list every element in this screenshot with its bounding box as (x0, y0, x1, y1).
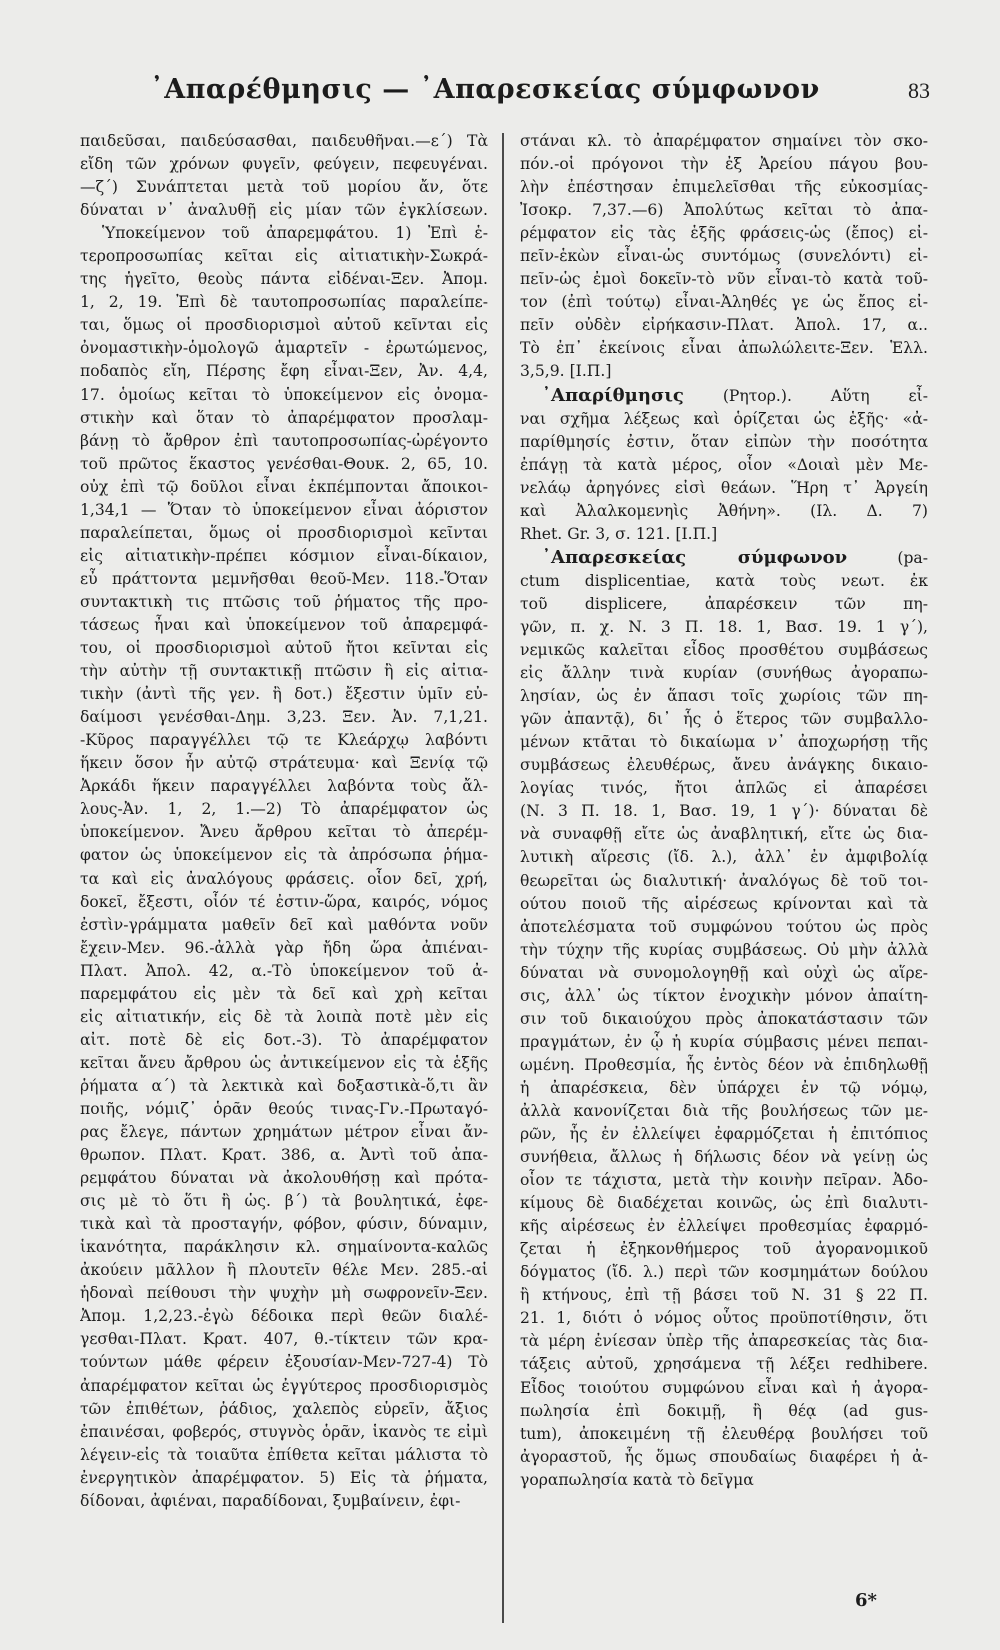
text-line: παραλείπεται, ὅμως οἱ προσδιορισμοὶ κεῖνται (80, 523, 488, 542)
text-line: της ἡγεῖτο, θεοὺς πάντα εἰδέναι-Ξεν. Ἀπομ. (80, 270, 488, 289)
text-line: ποδαπὸς εἴη, Πέρσης ἔφη εἶναι-Ξεν, Ἀν. 4,4, (80, 362, 488, 381)
text-line: γῶν, π. χ. Ν. 3 Π. 18. 1, Βασ. 19. 1 γ΄), (520, 617, 928, 636)
text-line: τοῦ πρῶτος ἕκαστος γενέσθαι-Θουκ. 2, 65, 10. (80, 454, 488, 473)
text-line: δίδοναι, ἀφιέναι, παραδίδοναι, ξυμβαίνειν, ἐφι- (80, 1491, 461, 1510)
running-head: ᾿Απαρέθμησις — ᾿Απαρεσκείας σύμφωνον (150, 74, 820, 105)
text-line: τὰ μέρη ἐνίεσαν ὑπὲρ τῆς ἀπαρεσκείας τὰς δια- (520, 1332, 928, 1351)
text-line: ούτου ποιοῦ τῆς αἱρέσεως κρίνονται καὶ τὰ (520, 894, 928, 913)
text-line: συντακτικὴ τις πτῶσις τοῦ ῥήματος τῆς προ- (80, 592, 488, 611)
text-line: εἰς αἰτιατικήν, εἰς δὲ τὰ λοιπὰ ποτὲ μὲν εἰς (80, 1007, 488, 1026)
text-line: γεσθαι-Πλατ. Κρατ. 407, θ.-τίκτειν τῶν κρα- (80, 1330, 488, 1349)
text-line: ἡ ἀπαρέσκεια, δὲν ὑπάρχει ἐν τῷ νόμῳ, (520, 1078, 928, 1097)
signature-mark: 6* (855, 1590, 877, 1611)
text-line: 1, 2, 19. Ἐπὶ δὲ ταυτοπροσωπίας παραλείπε- (80, 293, 488, 312)
text-line: τικὴν (ἀντὶ τῆς γεν. ἢ δοτ.) ἔξεστιν ὑμῖν εὐ- (80, 685, 488, 704)
text-line: ρῶν, ἧς ἐν ἐλλείψει ἐφαρμόζεται ἡ ἐπιτόπιος (520, 1125, 928, 1144)
text-line: νὰ συναφθῇ εἴτε ὡς ἀναβλητική, εἴτε ὡς δια- (520, 825, 928, 844)
entry-headword: ᾿Απαρεσκείας σύμφωνον (542, 546, 848, 568)
text-line: ἀλλὰ κανονίζεται διὰ τῆς βουλήσεως τῶν με- (520, 1101, 928, 1120)
text-line: ρεμφάτου δύναται νὰ ἀκολουθήσῃ καὶ πρότα- (80, 1169, 488, 1188)
text-line: ἥκειν ὅσον ἦν αὐτῷ στράτευμα· καὶ Ξενίᾳ τῷ (80, 754, 488, 773)
text-line: τον (ἐπὶ τούτῳ) εἶναι-Ἀληθές γε ὡς ἔπος εἰ- (520, 293, 928, 312)
text-line: ἐνεργητικὸν ἀπαρέμφατον. 5) Εἰς τὰ ῥήματα, (80, 1468, 488, 1487)
text-line: τούντων μάθε φέρειν ἐξουσίαν-Μεν-727-4) Τὸ (80, 1353, 488, 1372)
text-line: γοραπωλησία κατὰ τὸ δεῖγμα (520, 1470, 754, 1489)
text-line: ἡδοναὶ πείθουσι τὴν ψυχὴν μὴ σωφρονεῖν-Ξεν. (80, 1284, 488, 1303)
text-line: εὖ πράττοντα μεμνῆσθαι θεοῦ-Μεν. 118.-Ὅταν (80, 569, 488, 588)
text-line: ἀγοραστοῦ, ἧς ὅμως σπουδαίως διαφέρει ἡ ἀ- (520, 1447, 928, 1466)
text-line: συνήθεια, ἄλλως ἡ δήλωσις δέον νὰ γείνῃ ὡς (520, 1148, 928, 1167)
text-line: ctum displicentiae, κατὰ τοὺς νεωτ. ἐκ (520, 571, 928, 590)
text-line: λογίας τινός, ἤτοι ἁπλῶς εἰ ἀπαρέσει (520, 779, 928, 798)
text-line: αἰτ. ποτὲ δὲ εἰς δοτ.-3). Τὸ ἀπαρέμφατον (80, 1030, 488, 1049)
text-line: ται, ὅμως οἱ προσδιορισμοὶ αὐτοῦ κεῖνται εἰς (80, 316, 488, 335)
text-line: πεῖν-ὡς ἐμοὶ δοκεῖν-τὸ νῦν εἶναι-τὸ κατὰ τοῦ- (520, 270, 928, 289)
text-line: παρεμφάτου εἰς μὲν τὰ δεῖ καὶ χρὴ κεῖται (80, 984, 488, 1003)
text-line: ἢ κτήνους, ἐπὶ τῇ βάσει τοῦ Ν. 31 § 22 Π. (520, 1286, 928, 1305)
text-line: ᾿Απαρεσκείας σύμφωνον (pa- (542, 546, 928, 568)
text-line: πραγμάτων, ἐν ᾧ ἡ κυρία σύμβασις μένει πεπαι- (520, 1032, 928, 1051)
left-column (80, 130, 488, 1513)
text-line: λὴν ἐπέστησαν ἐπιμελεῖσθαι τῆς εὐκοσμίας- (520, 178, 928, 197)
text-line: νεμικῶς καλεῖται εἶδος προσθέτου συμβάσεως (520, 641, 928, 660)
text-line: τῶν ἐπιθέτων, ῥάδιος, χαλεπὸς εὑρεῖν, ἄξιος (80, 1399, 488, 1418)
column-divider (502, 133, 504, 1623)
text-line: γῶν ἀπαντᾷ), δι᾿ ἧς ὁ ἕτερος τῶν συμβαλλο- (520, 710, 928, 729)
text-line: 3,5,9. [Ι.Π.] (520, 362, 612, 381)
text-line: θρωπον. Πλατ. Κρατ. 386, α. Ἀντὶ τοῦ ἀπα- (80, 1146, 488, 1165)
text-line: Πλατ. Ἀπολ. 42, α.-Τὸ ὑποκείμενον τοῦ ἀ- (80, 961, 488, 980)
text-line: τὴν τύχην τῆς κυρίας συμβάσεως. Οὐ μὴν ἀλλὰ (520, 940, 928, 959)
text-line: δύναται νὰ συνομολογηθῇ καὶ οὐχὶ ὡς αἵρε- (520, 963, 928, 982)
text-line: καὶ Ἀλαλκομενηὶς Ἀθήνη». (Ιλ. Δ. 7) (520, 501, 928, 520)
text-line: Ἀπομ. 1,2,23.-ἐγὼ δέδοικα περὶ θεῶν διαλέ- (80, 1307, 488, 1326)
text-line: λυτικὴ αἵρεσις (ἴδ. λ.), ἀλλ᾿ ἐν ἀμφιβολίᾳ (520, 848, 928, 867)
text-line: Rhet. Gr. 3, σ. 121. [Ι.Π.] (520, 524, 718, 543)
text-line: του, οἱ προσδιορισμοὶ αὐτοῦ ἤτοι κεῖνται εἰς (80, 639, 488, 658)
text-line: εἰς αἰτιατικὴν-πρέπει κόσμιον εἶναι-δίκαιον, (80, 546, 488, 565)
text-line: συμβάσεως ἐλευθέρως, ἄνευ ἀνάγκης δικαιο- (520, 756, 928, 775)
text-line: θεωρεῖται ὡς διαλυτική· ἀναλόγως δὲ τοῦ τοι- (520, 871, 928, 890)
text-line: παρίθμησίς ἐστιν, ὅταν εἰπὼν τὴν ποσότητα (520, 432, 928, 451)
text-line: Ἀρκάδι ἥκειν παραγγέλλει λαβόντα τοὺς ἄλ- (80, 777, 488, 796)
page-header (40, 70, 930, 110)
text-line: ᾿Απαρίθμησις (Ρητορ.). Αὕτη εἶ- (542, 384, 928, 406)
text-line: πεῖν οὐδὲν εἰρήκασιν-Πλατ. Ἀπολ. 17, α.. (520, 316, 928, 335)
text-line: Ἰσοκρ. 7,37.—6) Ἀπολύτως κεῖται τὸ ἀπα- (520, 201, 928, 220)
text-line: ἱκανότητα, παράκλησιν κλ. σημαίνοντα-καλῶς (80, 1238, 488, 1257)
text-line: δύναται ν᾿ ἀναλυθῇ εἰς μίαν τῶν ἐγκλίσεων. (80, 201, 488, 220)
text-line: ἐπαινέσαι, φοβερός, στυγνὸς ὁρᾶν, ἱκανὸς τε εἰμὶ (80, 1422, 488, 1441)
text-line: εἴδη τῶν χρόνων φυγεῖν, φεύγειν, πεφευγέναι. (80, 155, 488, 174)
text-line: κῆς αἱρέσεως ἐν ἐλλείψει προθεσμίας ἐφαρμό- (520, 1217, 928, 1236)
text-line: λέγειν-εἰς τὰ τοιαῦτα ἐπίθετα κεῖται μάλιστα τὸ (80, 1445, 488, 1464)
text-line: 17. ὁμοίως κεῖται τὸ ὑποκείμενον εἰς ὀνομα- (80, 385, 488, 404)
text-line: ἐστὶν-γράμματα μαθεῖν δεῖ καὶ μαθόντα νοῦν (80, 915, 488, 934)
text-line: ωμένη. Προθεσμία, ἧς ἐντὸς δέον νὰ ἐπιδηλωθῇ (520, 1055, 928, 1074)
text-line: Τὸ ἐπ᾿ ἐκείνοις εἶναι ἀπωλώλειτε-Ξεν. Ἑλλ. (520, 339, 928, 358)
text-line: στικὴν καὶ ὅταν τὸ ἀπαρέμφατον προσλαμ- (80, 408, 488, 427)
text-line: ῥήματα α΄) τὰ λεκτικὰ καὶ δοξαστικὰ-ὅ,τι ἂν (80, 1076, 488, 1095)
text-line: σις, ἀλλ᾿ ὡς τίκτον ἐνοχικὴν μόνον ἀπαίτη- (520, 986, 928, 1005)
text-line: 21. 1, διότι ὁ νόμος οὗτος προϋποτίθησιν, ὅτι (520, 1309, 928, 1328)
text-line: δαίμοσι γενέσθαι-Δημ. 3,23. Ξεν. Ἀν. 7,1,21. (80, 708, 488, 727)
text-line: ναι σχῆμα λέξεως καὶ ὁρίζεται ὡς ἑξῆς· «ἀ- (520, 409, 928, 428)
text-line: τεροπροσωπίας κεῖται εἰς αἰτιατικὴν-Σωκρά- (80, 247, 488, 266)
text-line: τικὰ καὶ τὰ προσταγήν, φόβον, φύσιν, δύναμιν, (80, 1215, 488, 1234)
text-line: tum), ἀποκειμένη τῇ ἐλευθέρᾳ βουλήσει τοῦ (520, 1424, 928, 1443)
text-line: ρας ἔλεγε, πάντων χρημάτων μέτρον εἶναι ἄν- (80, 1123, 488, 1142)
text-line: ποιῆς, νόμιζ᾿ ὁρᾶν θεούς τινας-Γν.-Πρωταγό- (80, 1099, 488, 1118)
text-line: σις μὲ τὸ ὅτι ἢ ὡς. β΄) τὰ βουλητικά, ἐφε- (80, 1192, 488, 1211)
text-line: οἷον τε τάχιστα, μετὰ τὴν κοινὴν πεῖραν. Ἀδο- (520, 1171, 928, 1190)
text-line: οὐχ ἐπὶ τῷ δοῦλοι εἶναι ἐκπέμπονται ἄποικοι- (80, 477, 488, 496)
text-line: Εἶδος τοιούτου συμφώνου εἶναι καὶ ἡ ἀγορα- (520, 1378, 928, 1397)
entry-headword: ᾿Απαρίθμησις (542, 384, 684, 406)
text-line: νελάῳ ἀρηγόνες εἰσὶ θεάων. Ἥρη τ᾿ Ἀργείη (520, 478, 928, 497)
text-line: φατον ὡς ὑποκείμενον εἰς τὰ ἀπρόσωπα ῥήμα- (80, 846, 488, 865)
text-line: δοκεῖ, ἔξεστι, οἷόν τέ ἐστιν-ὥρα, καιρός, νόμος (80, 892, 488, 911)
text-line: ἀκούειν μᾶλλον ἢ πλουτεῖν θέλε Μεν. 285.-αἱ (80, 1261, 488, 1280)
text-line: ζεται ἡ ἐξηκονθήμερος τοῦ ἀγορανομικοῦ (520, 1240, 928, 1259)
text-line: κίμους δὲ διαδέχεται κοινῶς, ὡς ἐπὶ διαλυτι- (520, 1194, 928, 1213)
text-line: -Κῦρος παραγγέλλει τῷ τε Κλεάρχῳ λαβόντι (80, 731, 488, 750)
text-line: παιδεῦσαι, παιδεύσασθαι, παιδευθῆναι.—ε΄) Τὰ (80, 132, 488, 150)
text-line: ἀποτελέσματα τοῦ συμφώνου τούτου ὡς πρὸς (520, 917, 928, 936)
text-line: τὴν αὐτὴν τῇ συντακτικῇ πτῶσιν ἢ εἰς αἰτια- (80, 662, 488, 681)
text-line: λησίαν, ὡς ἐν ἅπασι τοῖς χωρίοις τῶν πη- (520, 687, 928, 706)
text-line: πεῖν-ἑκὼν εἶναι-ὡς συντόμως (συνελόντι) εἰ- (520, 247, 928, 266)
text-line: ἀπαρέμφατον κεῖται ὡς ἐγγύτερος προσδιορισμὸς (80, 1376, 488, 1395)
text-line: τοῦ displicere, ἀπαρέσκειν τῶν πη- (520, 594, 928, 613)
text-line: ὀνομαστικὴν-ὁμολογῶ ἁμαρτεῖν - ἐρωτώμενος, (80, 339, 488, 358)
text-line: ὑποκείμενον. Ἄνευ ἄρθρου κεῖται τὸ ἀπερέμ- (80, 823, 488, 842)
text-line: ἐπάγῃ τὰ κατὰ μέρος, οἷον «Δοιαὶ μὲν Με- (520, 455, 928, 474)
text-line: σιν τοῦ δικαιούχου πρὸς ἀποκατάστασιν τῶν (520, 1009, 928, 1028)
text-line: πόν.-οἱ πρόγονοι τὴν ἐξ Ἀρείου πάγου βου- (520, 155, 928, 174)
text-line: τάξεις αὐτοῦ, χρησάμενα τῇ λέξει redhibere. (520, 1355, 928, 1374)
text-line: κεῖται ἄνευ ἄρθρου ὡς ἀντικείμενον εἰς τὰ ἑξῆς (80, 1053, 488, 1072)
text-line: βάνῃ τὸ ἄρθρον ἐπὶ ταυτοπροσωπίας-ὠρέγοντο (80, 431, 488, 450)
text-line: δόγματος (ἴδ. λ.) περὶ τῶν κοσμημάτων δούλου (520, 1263, 928, 1282)
text-line: μένων κτᾶται τὸ δικαίωμα ν᾿ ἀποχωρήσῃ τῆς (520, 733, 928, 752)
text-line: πωλησία ἐπὶ δοκιμῇ, ἢ θέᾳ (ad gus- (520, 1401, 928, 1420)
text-line: εἰς ἄλλην τινὰ κυρίαν (συνήθως ἀγοραπω- (520, 664, 928, 683)
text-line: 1,34,1 — Ὅταν τὸ ὑποκείμενον εἶναι ἀόριστον (80, 500, 488, 519)
text-line: ἔχειν-Μεν. 96.-ἀλλὰ γὰρ ἤδη ὥρα ἀπιέναι- (80, 938, 488, 957)
text-line: (Ν. 3 Π. 18. 1, Βασ. 19, 1 γ΄)· δύναται δὲ (520, 802, 928, 821)
text-line: ρέμφατον εἰς τὰς ἑξῆς φράσεις-ὡς (ἔπος) εἰ- (520, 224, 928, 243)
text-line: λους-Ἀν. 1, 2, 1.—2) Τὸ ἀπαρέμφατον ὡς (80, 800, 488, 819)
text-line: τα καὶ εἰς ἀναλόγους φράσεις. οἷον δεῖ, χρή, (80, 869, 488, 888)
text-line: στάναι κλ. τὸ ἀπαρέμφατον σημαίνει τὸν σκο- (520, 132, 928, 150)
text-line: —ζ΄) Συνάπτεται μετὰ τοῦ μορίου ἄν, ὅτε (80, 178, 488, 197)
text-line: Ὑποκείμενον τοῦ ἀπαρεμφάτου. 1) Ἐπὶ ἑ- (102, 224, 488, 243)
text-line: τάσεως ἦναι καὶ ὑποκείμενον τοῦ ἀπαρεμφά- (80, 615, 488, 634)
page-number: 83 (908, 78, 930, 103)
right-column (520, 130, 928, 1492)
